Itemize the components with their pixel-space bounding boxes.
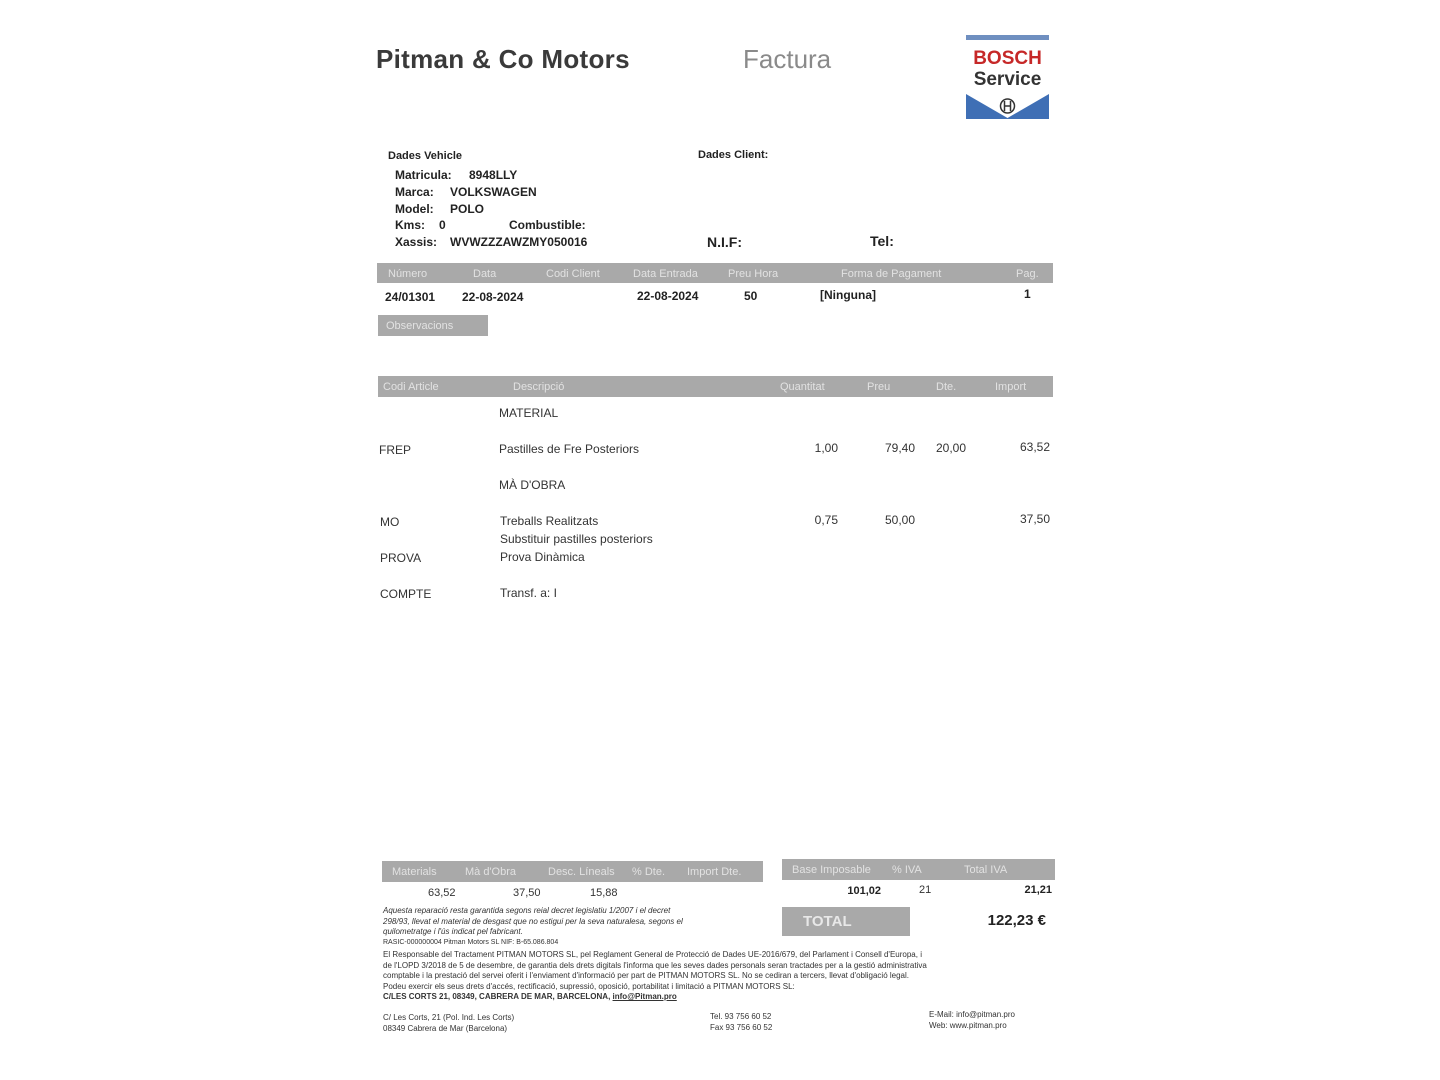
footer-fax: Fax 93 756 60 52 [710,1022,773,1032]
warranty-line: 298/93, llevat el material de desgast que no estigui per la seva naturalesa, segons el [383,916,683,926]
invoice-date: 22-08-2024 [462,290,524,304]
bosch-service-logo [966,35,1049,119]
observations-label: Observacions [386,320,454,332]
tel-label: Tel: [870,233,894,249]
payment-method: [Ninguna] [820,288,876,302]
footer-contact [929,1010,1015,1031]
kms-label: Kms: [395,218,426,232]
footer-phones [710,1012,772,1033]
plate-value: 8948LLY [469,168,518,182]
item-code: MO [380,515,400,529]
footer-address [383,1013,514,1034]
total-materials: 63,52 [428,887,456,899]
item-desc: Transf. a: I [500,586,557,600]
totals-right-header-bar [782,859,1055,880]
model-label: Model: [395,202,434,216]
item-price: 50,00 [884,513,915,527]
gdpr-line: El Responsable del Tractament PITMAN MOTORS SL, pel Reglament General de Protecció de Dades UE-2016/679, del Parlament i Consell d'Europa, i [383,950,922,959]
registry-line: RASIC-000000004 Pitman Motors SL NIF: B-65.086.804 [383,939,559,946]
total-line-discount: 15,88 [590,887,618,899]
item-qty: 0,75 [814,513,838,527]
item-desc: Substituir pastilles posteriors [500,532,653,546]
invoice-number: 24/01301 [385,290,436,304]
col-number: Número [388,268,428,280]
item-qty: 1,00 [814,441,838,455]
col-discount-pct: % Dte. [632,866,666,878]
logo-text-service: Service [973,69,1042,90]
gdpr-email-link[interactable]: info@Pitman.pro [612,992,677,1001]
col-line-discount: Desc. Líneals [548,866,615,878]
col-price: Preu [867,381,891,393]
footer-email[interactable]: E-Mail: info@pitman.pro [929,1010,1015,1019]
col-description: Descripció [513,381,565,393]
item-code: PROVA [380,551,422,565]
gdpr-address [383,992,1083,1003]
col-payment: Forma de Pagament [841,268,942,280]
gdpr-line: comptable i la prestació del servei oferit i l'enviament d'informació per part de PITMAN MOTORS SL. No se cediran a tercers, llevat d'obligació legal. [383,971,909,980]
col-page: Pag. [1016,268,1039,280]
warranty-line: Aquesta reparació resta garantida segons reial decret legislatiu 1/2007 i el decret [383,906,671,915]
model-value: POLO [450,202,485,216]
col-date: Data [473,268,497,280]
chassis-label: Xassis: [395,235,438,249]
logo-text-bosch: BOSCH [973,48,1042,69]
items-header-bar [378,376,1053,397]
item-discount: 20,00 [935,441,966,455]
item-desc: Treballs Realitzats [500,514,599,528]
item-amount: 37,50 [1019,512,1050,526]
col-quantity: Quantitat [780,381,825,393]
item-desc: Prova Dinàmica [500,550,585,564]
total-value: 122,23 € [987,912,1046,929]
gdpr-text [383,950,1083,1003]
plate-label: Matricula: [395,168,452,182]
nif-label: N.I.F: [707,234,742,250]
col-amount: Import [995,381,1027,393]
footer-tel: Tel. 93 756 60 52 [710,1012,772,1021]
col-labour: Mà d'Obra [465,866,517,878]
page-number: 1 [1024,287,1031,301]
chassis-value: WVWZZZAWZMY050016 [450,235,588,249]
observations-bar [378,315,488,336]
warranty-text [383,906,773,938]
invoice-header-bar [377,263,1053,283]
item-desc: MATERIAL [499,406,559,420]
item-desc: Pastilles de Fre Posteriors [499,442,640,456]
company-name: Pitman & Co Motors [376,44,630,74]
col-discount-amount: Import Dte. [687,866,742,878]
tax-base-value: 101,02 [847,885,881,897]
total-labour: 37,50 [513,887,541,899]
footer-web[interactable]: Web: www.pitman.pro [929,1020,1007,1030]
item-code: COMPTE [380,587,432,601]
fuel-label: Combustible: [509,218,586,232]
col-discount: Dte. [936,381,957,393]
col-client-code: Codi Client [546,268,600,280]
item-amount: 63,52 [1019,440,1050,454]
vat-total-value: 21,21 [1024,884,1052,896]
col-article-code: Codi Article [383,381,439,393]
make-value: VOLKSWAGEN [450,185,537,199]
totals-left-header-bar [382,861,763,882]
total-label-box [782,907,910,936]
vat-pct-value: 21 [919,884,932,896]
hour-price: 50 [744,289,758,303]
item-price: 79,40 [884,441,915,455]
vehicle-section-label: Dades Vehicle [388,150,462,162]
kms-value: 0 [439,218,446,232]
footer-address-line: 08349 Cabrera de Mar (Barcelona) [383,1023,508,1033]
warranty-line: quilometratge i l'ús indicat pel fabricant. [383,927,523,936]
gdpr-address-text: C/LES CORTS 21, 08349, CABRERA DE MAR, BARCELONA, [383,992,611,1001]
entry-date: 22-08-2024 [637,289,699,303]
item-code: FREP [379,443,412,457]
col-materials: Materials [392,866,437,878]
col-vat-pct: % IVA [892,864,922,876]
total-label: TOTAL [803,913,852,930]
col-entry-date: Data Entrada [633,268,698,280]
bosch-armature-icon [966,94,1049,119]
gdpr-line: de l'LOPD 3/2018 de 5 de desembre, de garantia dels drets digitals l'informa que les seves dades personals seran tractades per a la gestió administrativa [383,960,927,970]
client-section-label: Dades Client: [698,149,769,161]
col-vat-total: Total IVA [964,864,1008,876]
make-label: Marca: [395,185,434,199]
col-hour-price: Preu Hora [728,268,779,280]
document-title: Factura [743,44,832,74]
item-desc: MÀ D'OBRA [499,478,566,492]
col-tax-base: Base Imposable [792,864,871,876]
gdpr-line: Podeu exercir els seus drets d'accés, rectificació, supressió, oposició, portabilitat i limitació a PITMAN MOTORS SL: [383,981,795,991]
footer-address-line: C/ Les Corts, 21 (Pol. Ind. Les Corts) [383,1013,515,1022]
